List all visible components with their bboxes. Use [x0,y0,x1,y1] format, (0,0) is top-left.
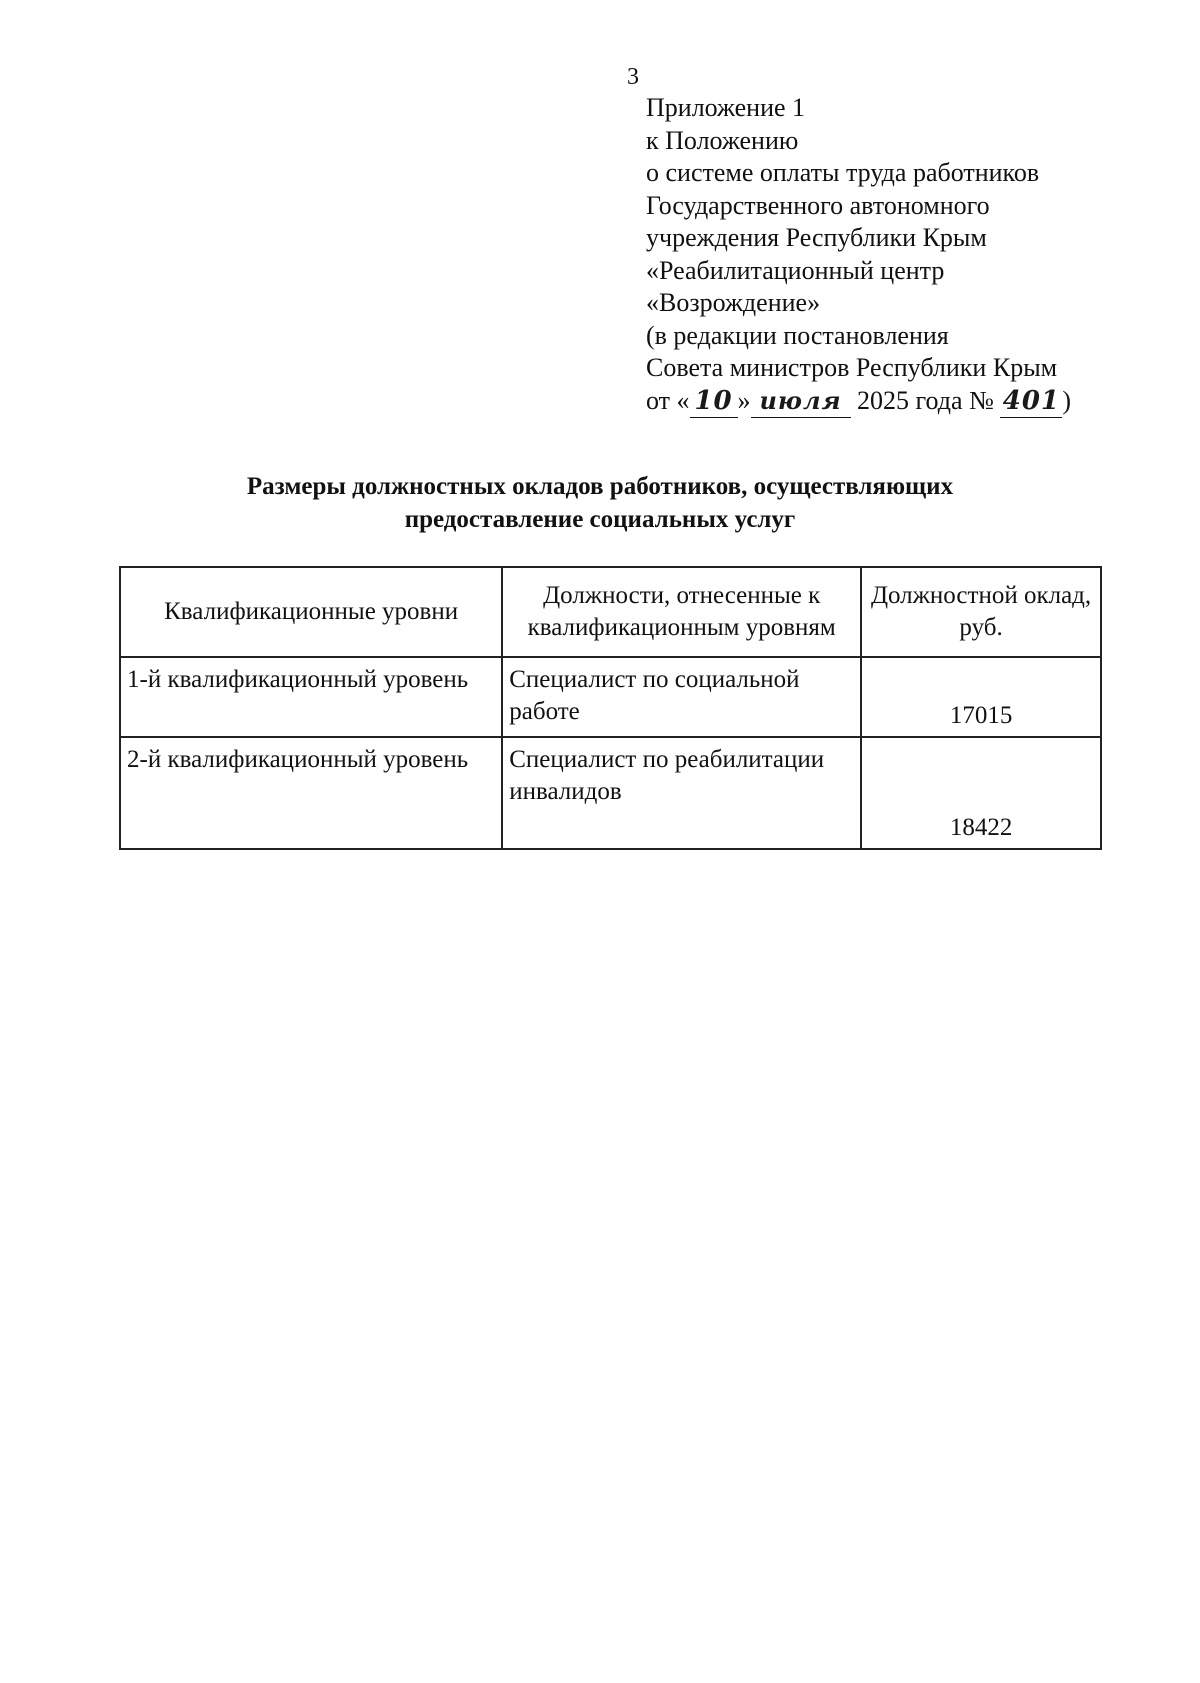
title-line-1: Размеры должностных окладов работников, осуществляющих [246,473,954,500]
document-title [120,470,1080,536]
handwritten-day: 10 [690,385,738,419]
cell-position: Специалист по реабилитации инвалидов [502,737,861,849]
date-mid: » [737,385,751,415]
annex-line: «Реабилитационный центр [646,255,945,285]
cell-qualification-level: 2-й квалификационный уровень [120,737,502,849]
annex-line: учреждения Республики Крым [646,223,987,252]
cell-salary: 18422 [861,737,1101,849]
header-qualification-levels: Квалификационные уровни [120,567,502,657]
header-positions: Должности, отнесенные к квалификационным уровням [502,567,861,657]
annex-line: Совета министров Республики Крым [646,353,1058,382]
annex-line: «Возрождение» [646,288,821,317]
title-line-2: предоставление социальных услуг [404,506,796,533]
date-prefix: от « [646,385,690,415]
table-header-row [120,567,1101,657]
handwritten-resolution-number: 401 [1000,385,1062,419]
annex-line: (в редакции постановления [646,320,949,350]
annex-line: о системе оплаты труда работников [646,158,1040,187]
resolution-date-line [646,385,1071,419]
table-row [120,657,1101,737]
date-suffix: 2025 года № [857,385,994,415]
handwritten-month: июля [751,385,851,419]
annex-line: Приложение 1 [646,93,806,122]
salary-table [119,566,1102,850]
cell-salary: 17015 [861,657,1101,737]
date-close: ) [1062,385,1072,415]
cell-qualification-level: 1-й квалификационный уровень [120,657,502,737]
cell-position: Специалист по социальной работе [502,657,861,737]
annex-header [646,92,1071,418]
page-number: 3 [627,64,639,90]
annex-line: к Положению [646,125,799,155]
annex-line: Государственного автономного [646,190,990,220]
table-row [120,737,1101,849]
header-salary: Должностной оклад, руб. [861,567,1101,657]
